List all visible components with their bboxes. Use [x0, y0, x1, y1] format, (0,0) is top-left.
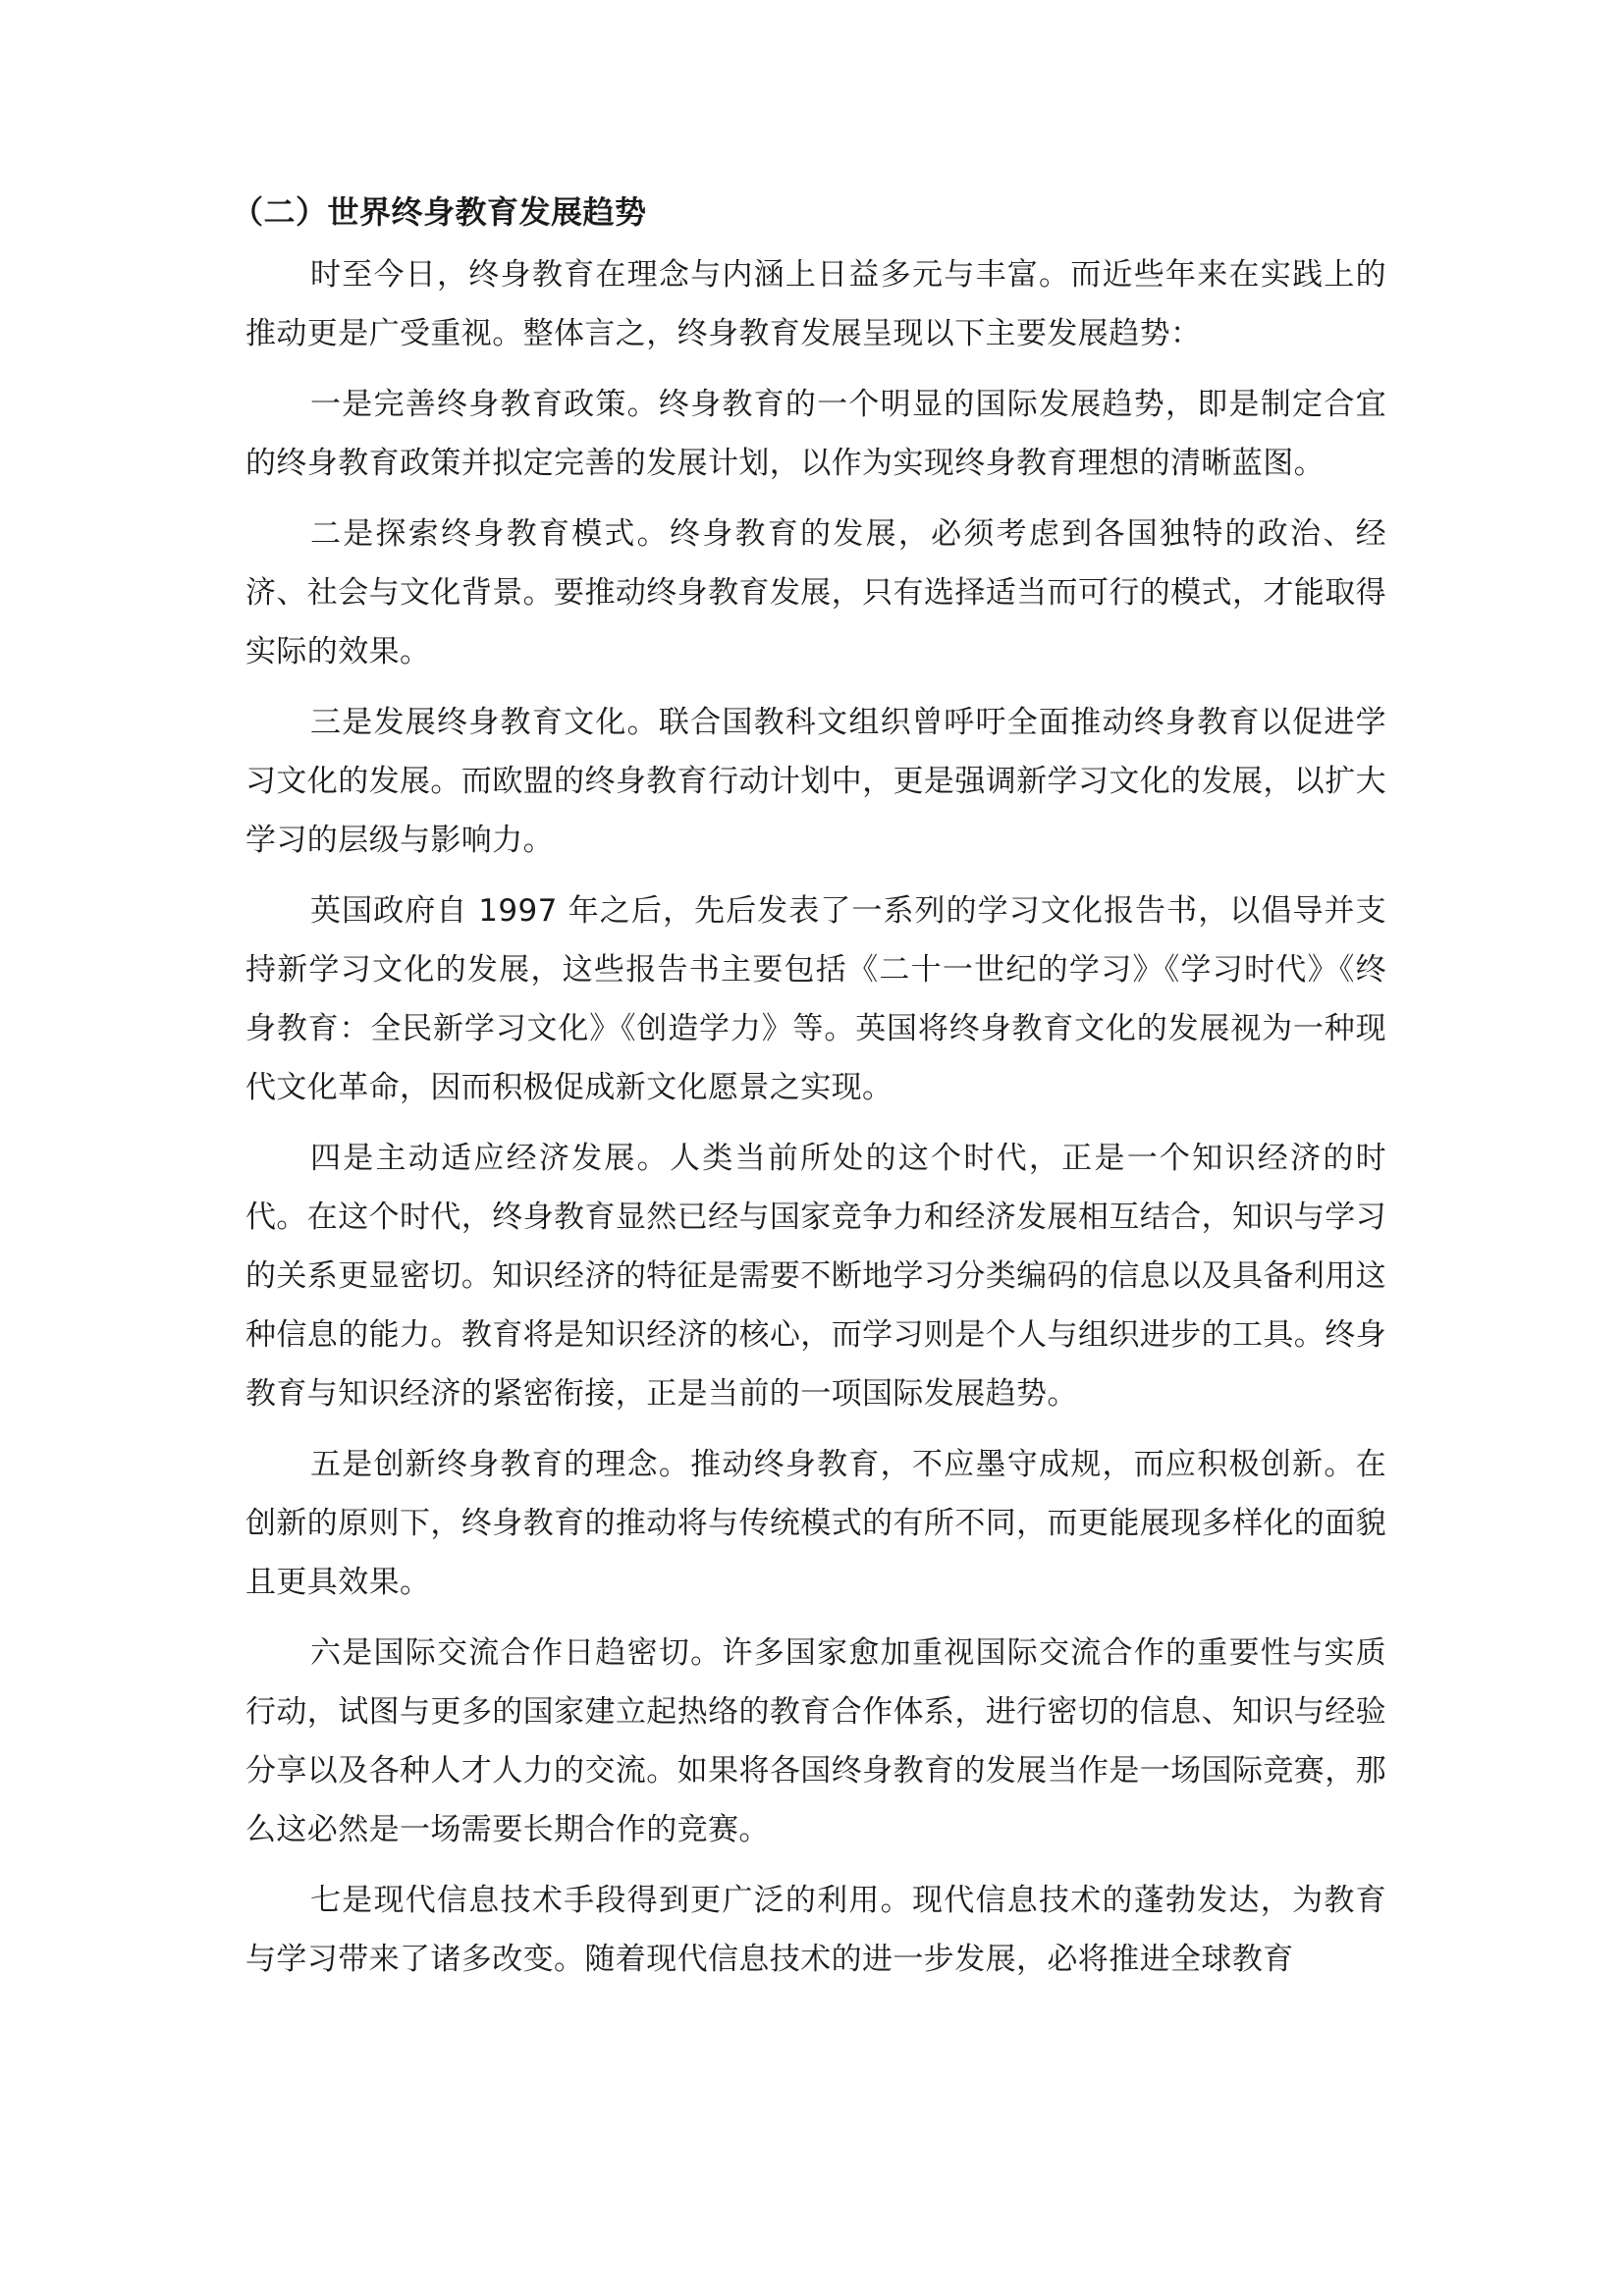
paragraph-trend-6-international: 六是国际交流合作日趋密切。许多国家愈加重视国际交流合作的重要性与实质行动，试图与更多的国家建立起热络的教育合作体系，进行密切的信息、知识与经验分享以及各种人才人力的交流。如果将各国终身教育的发展当作是一场国际竞赛，那么这必然是一场需要长期合作的竞赛。: [245, 1635, 1386, 1847]
paragraph-trend-2-model: 二是探索终身教育模式。终身教育的发展，必须考虑到各国独特的政治、经济、社会与文化背景。要推动终身教育发展，只有选择适当而可行的模式，才能取得实际的效果。: [245, 516, 1386, 669]
paragraph-uk-example: 英国政府自 1997 年之后，先后发表了一系列的学习文化报告书，以倡导并支持新学习文化的发展，这些报告书主要包括《二十一世纪的学习》《学习时代》《终身教育：全民新学习文化》《创造学力》等。英国将终身教育文化的发展视为一种现代文化革命，因而积极促成新文化愿景之实现。: [245, 893, 1386, 1105]
paragraph-trend-4-economy: 四是主动适应经济发展。人类当前所处的这个时代，正是一个知识经济的时代。在这个时代，终身教育显然已经与国家竞争力和经济发展相互结合，知识与学习的关系更显密切。知识经济的特征是需要不断地学习分类编码的信息以及具备利用这种信息的能力。教育将是知识经济的核心，而学习则是个人与组织进步的工具。终身教育与知识经济的紧密衔接，正是当前的一项国际发展趋势。: [245, 1141, 1386, 1412]
document-body: [232, 192, 1386, 1989]
paragraph-trend-3-culture: 三是发展终身教育文化。联合国教科文组织曾呼吁全面推动终身教育以促进学习文化的发展。而欧盟的终身教育行动计划中，更是强调新学习文化的发展，以扩大学习的层级与影响力。: [245, 705, 1386, 858]
section-heading: （二）世界终身教育发展趋势: [232, 193, 647, 231]
paragraph-trend-5-innovation: 五是创新终身教育的理念。推动终身教育，不应墨守成规，而应积极创新。在创新的原则下，终身教育的推动将与传统模式的有所不同，而更能展现多样化的面貌且更具效果。: [245, 1447, 1386, 1600]
paragraph-intro: 时至今日，终身教育在理念与内涵上日益多元与丰富。而近些年来在实践上的推动更是广受重视。整体言之，终身教育发展呈现以下主要发展趋势：: [245, 257, 1386, 351]
paragraph-trend-7-technology: 七是现代信息技术手段得到更广泛的利用。现代信息技术的蓬勃发达，为教育与学习带来了诸多改变。随着现代信息技术的进一步发展，必将推进全球教育: [245, 1883, 1386, 1977]
paragraph-trend-1-policy: 一是完善终身教育政策。终身教育的一个明显的国际发展趋势，即是制定合宜的终身教育政策并拟定完善的发展计划，以作为实现终身教育理想的清晰蓝图。: [245, 387, 1386, 481]
